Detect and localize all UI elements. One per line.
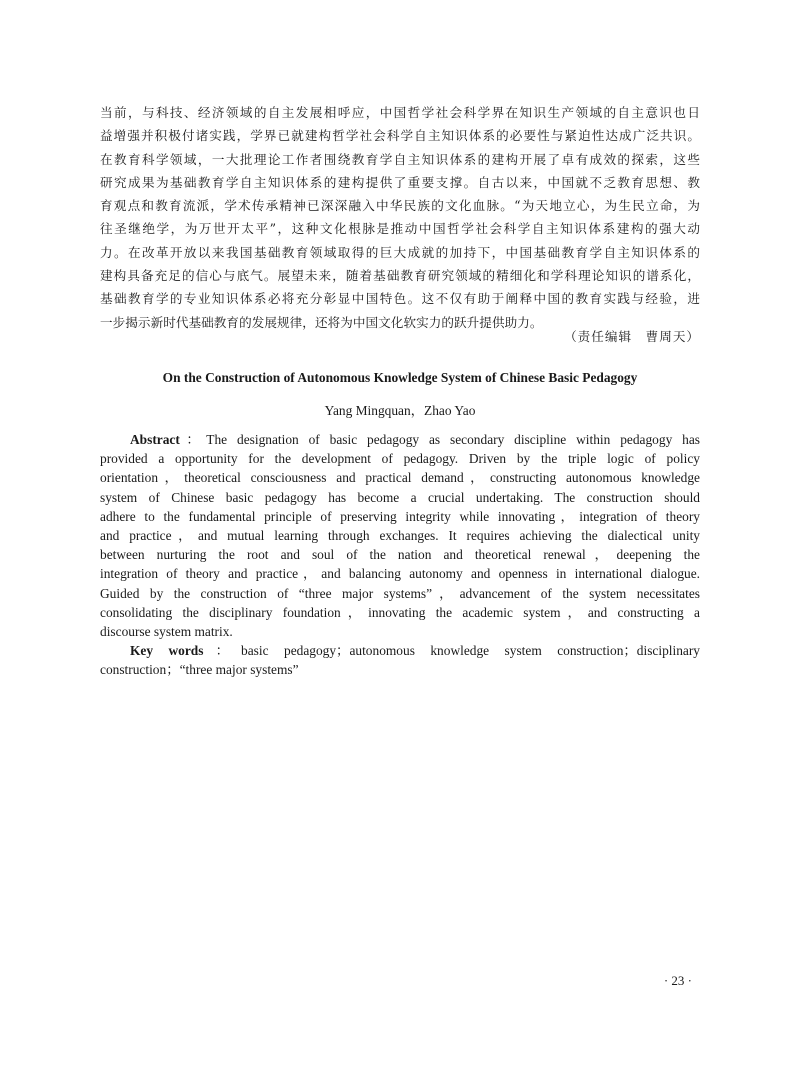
editor-note: （责任编辑 曹周天） xyxy=(564,329,700,344)
body-line: 基础教育学的专业知识体系必将充分彰显中国特色。这不仅有助于阐释中国的教育实践与经验，进 xyxy=(100,291,700,307)
keywords-line: construction；“three major systems” xyxy=(100,662,299,678)
abstract-text: The designation of basic pedagogy as secondary discipline within pedagogy has xyxy=(206,432,700,447)
abstract xyxy=(100,430,700,641)
body-line: 育观点和教育流派，学术传承精神已深深融入中华民族的文化血脉。“为天地立心，为生民立命，为 xyxy=(100,198,700,214)
abstract-line: orientation，theoretical consciousness and practical demand，constructing autonomous knowledge xyxy=(100,470,700,486)
abstract-separator: ： xyxy=(179,432,207,447)
abstract-line: discourse system matrix. xyxy=(100,624,233,640)
authors: Yang Mingquan，Zhao Yao xyxy=(324,403,476,418)
abstract-line: and practice，and mutual learning through exchanges. It requires achieving the dialectical unity xyxy=(100,528,700,544)
body-line: 益增强并积极付诸实践，学界已就建构哲学社会科学自主知识体系的必要性与紧迫性达成广泛共识。 xyxy=(100,128,700,144)
abstract-line: consolidating the disciplinary foundation，innovating the academic system，and constructing a xyxy=(100,604,700,620)
keywords-label: Key words xyxy=(130,643,204,658)
page-number: · 23 · xyxy=(663,973,692,988)
abstract-line: provided a opportunity for the development of pedagogy. Driven by the triple logic of policy xyxy=(100,451,700,467)
abstract-line: Guided by the construction of “three major systems”，advancement of the system necessitates xyxy=(100,585,700,601)
abstract-line: system of Chinese basic pedagogy has become a crucial undertaking. The construction should xyxy=(100,489,700,505)
body-line: 研究成果为基础教育学自主知识体系的建构提供了重要支撑。自古以来，中国就不乏教育思想、教 xyxy=(100,174,700,190)
body-line: 在教育科学领域，一大批理论工作者围绕教育学自主知识体系的建构开展了卓有成效的探索，这些 xyxy=(100,151,700,167)
body-line: 往圣继绝学，为万世开太平”，这种文化根脉是推动中国哲学社会科学自主知识体系建构的强大动 xyxy=(100,221,700,237)
body-line: 建构具备充足的信心与底气。展望未来，随着基础教育研究领域的精细化和学科理论知识的谱系化， xyxy=(100,268,700,284)
abstract-line: integration of theory and practice，and balancing autonomy and openness in international dialogue. xyxy=(100,566,700,582)
body-line: 力。在改革开放以来我国基础教育领域取得的巨大成就的加持下，中国基础教育学自主知识体系的 xyxy=(100,244,700,260)
keywords-line xyxy=(100,641,700,660)
body-line: 一步揭示新时代基础教育的发展规律，还将为中国文化软实力的跃升提供助力。 xyxy=(100,314,543,330)
english-title: On the Construction of Autonomous Knowledge System of Chinese Basic Pedagogy xyxy=(162,370,638,385)
abstract-line: adhere to the fundamental principle of preserving integrity while innovating，integration of theory xyxy=(100,508,700,524)
keywords-text: basic pedagogy；autonomous knowledge system construction；disciplinary xyxy=(241,643,700,658)
keywords-separator: ： xyxy=(203,643,242,658)
body-paragraph xyxy=(100,101,700,334)
abstract-line xyxy=(100,430,700,449)
keywords xyxy=(100,641,700,679)
body-line: 当前，与科技、经济领域的自主发展相呼应，中国哲学社会科学界在知识生产领域的自主意识也日 xyxy=(100,105,700,120)
abstract-label: Abstract xyxy=(130,432,180,447)
abstract-line: between nurturing the root and soul of the nation and theoretical renewal，deepening the xyxy=(100,547,700,563)
